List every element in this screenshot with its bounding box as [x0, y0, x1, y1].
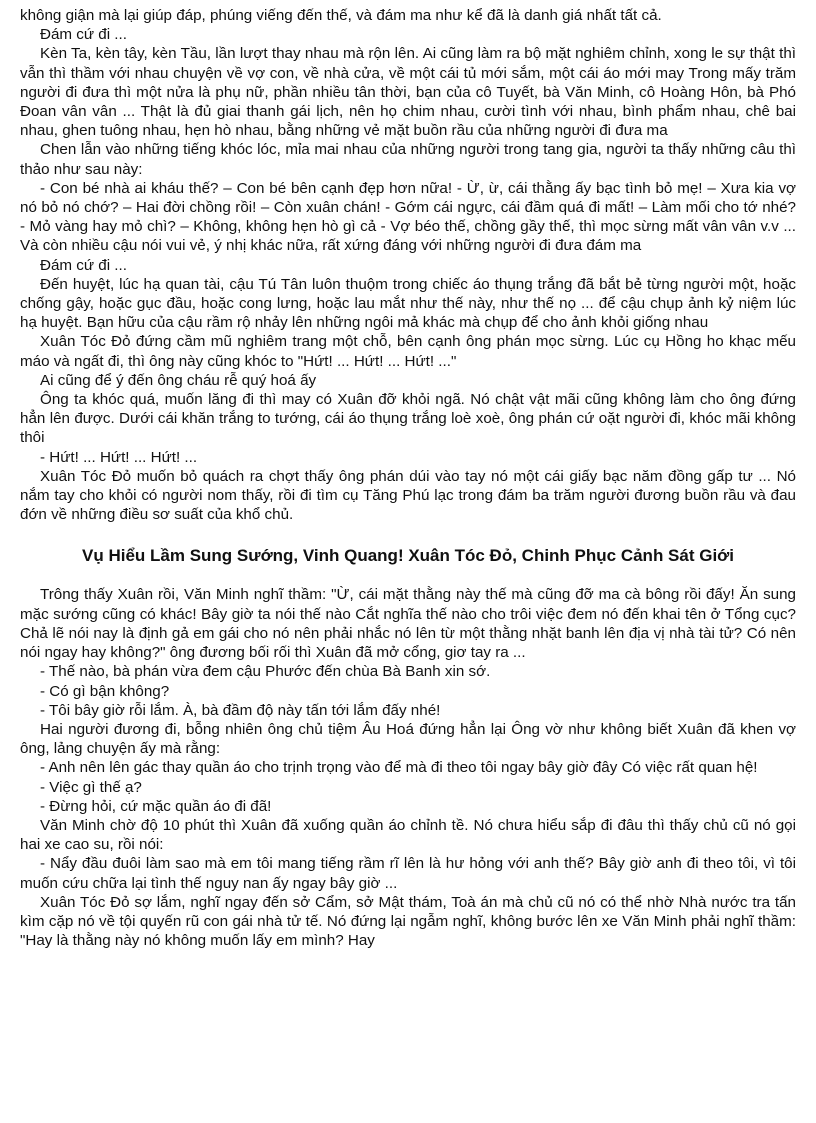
- dialogue-paragraph: - Con bé nhà ai kháu thế? – Con bé bên cạnh đẹp hơn nữa! - Ừ, ừ, cái thằng ấy bạc tình bỏ mẹ! – Xưa kia vợ nó bỏ nó chớ? – Hai đời chồng rồi! – Còn xuân chán! - Gớm cái ngực, cái đầm quá đi mất! – Làm mối cho tớ nhé? - Mỏ vàng hay mỏ chì? – Không, không hẹn hò gì cả - Vợ béo thế, chồng gầy thế, thì mọc sừng mất vân vân v.v ... Và còn nhiều cậu nói vui vẻ, ý nhị khác nữa, rất xứng đáng với những người đi đưa đám ma: [20, 179, 796, 255]
- paragraph: Đám cứ đi ...: [40, 256, 127, 274]
- paragraph: Văn Minh chờ độ 10 phút thì Xuân đã xuống quần áo chỉnh tề. Nó chưa hiểu sắp đi đâu thì thấy chủ cũ nó gọi hai xe cao su, rồi nói:: [20, 816, 796, 854]
- paragraph: Đến huyệt, lúc hạ quan tài, cậu Tú Tân luôn thuộm trong chiếc áo thụng trắng đã bắt bẻ từng người một, hoặc chống gậy, hoặc gục đầu, hoặc cong lưng, hoặc lau mắt như thế này, như thế nọ ... để cậu chụp ảnh kỷ niệm lúc hạ huyệt. Bạn hữu của cậu rầm rộ nhảy lên những ngôi mả khác mà chụp để cho ảnh khỏi giống nhau: [20, 275, 796, 332]
- dialogue-line: - Hứt! ... Hứt! ... Hứt! ...: [40, 448, 198, 466]
- dialogue-line: - Nẩy đầu đuôi làm sao mà em tôi mang tiếng rầm rĩ lên là hư hỏng với anh thế? Bây giờ anh đi theo tôi, vì tôi muốn cứu chữa lại tình thế nguy nan ấy ngay bây giờ ...: [20, 855, 796, 892]
- paragraph: Kèn Ta, kèn tây, kèn Tầu, lần lượt thay nhau mà rộn lên. Ai cũng làm ra bộ mặt nghiêm chỉnh, xong le sự thật thì vẫn thì thầm với nhau chuyện về vợ con, về nhà cửa, về một cái tủ mới sắm, một cái áo mới may Trong mấy trăm người đi đưa thì một nửa là phụ nữ, phần nhiều tân thời, bạn của cô Tuyết, bà Văn Minh, cô Hoàng Hôn, bà Phó Đoan vân vân ... Thật là đủ giai thanh gái lịch, nên họ chim nhau, cười tình với nhau, bình phẩm nhau, chê bai nhau, ghen tuông nhau, hẹn hò nhau, bằng những vẻ mặt buồn rầu của những người đi đưa ma: [20, 45, 796, 140]
- paragraph: Ai cũng để ý đến ông cháu rễ quý hoá ấy: [40, 371, 317, 389]
- dialogue-line: - Thế nào, bà phán vừa đem cậu Phước đến chùa Bà Banh xin sớ.: [40, 663, 491, 681]
- paragraph: Xuân Tóc Đỏ sợ lắm, nghĩ ngay đến sở Cẩm, sở Mật thám, Toà án mà chủ cũ nó có thể nhờ Nhà nước tra tấn kìm cặp nó về tội quyến rũ con gái nhà tử tế. Nó đứng lại ngẫm nghĩ, không bước lên xe Văn Minh phải nghĩ thầm: "Hay là thằng này nó không muốn lấy em mình? Hay: [20, 893, 796, 950]
- paragraph: Trông thấy Xuân rồi, Văn Minh nghĩ thầm: "Ừ, cái mặt thằng này thế mà cũng đỡ ma cà bông rồi đấy! Ăn sung mặc sướng cũng có khác! Bây giờ ta nói thế nào Cắt nghĩa thế nào cho trôi việc đem nó đến khai tên ở Tổng cục? Chả lẽ nói nay là định gả em gái cho nó nên phải nhắc nó lên từ một thằng nhặt banh lên địa vị nhà tài tử? Có nên nói ngay hay không?" ông đương bối rối thì Xuân đã mở cổng, giơ tay ra ...: [20, 586, 796, 662]
- paragraph: Hai người đương đi, bỗng nhiên ông chủ tiệm Âu Hoá đứng hẳn lại Ông vờ như không biết Xuân đã khen vợ ông, lảng chuyện ấy mà rằng:: [20, 720, 796, 758]
- dialogue-line: - Anh nên lên gác thay quần áo cho trịnh trọng vào để mà đi theo tôi ngay bây giờ đây Có việc rất quan hệ!: [40, 759, 758, 777]
- paragraph: Xuân Tóc Đỏ đứng cầm mũ nghiêm trang một chỗ, bên cạnh ông phán mọc sừng. Lúc cụ Hồng ho khạc mếu máo và ngất đi, thì ông này cũng khóc to "Hứt! ... Hứt! ... Hứt! ...": [20, 333, 796, 370]
- dialogue-line: - Đừng hỏi, cứ mặc quần áo đi đã!: [40, 797, 272, 815]
- chapter-heading: Vụ Hiểu Lầm Sung Sướng, Vinh Quang! Xuân Tóc Đỏ, Chinh Phục Cảnh Sát Giới: [82, 546, 734, 566]
- section-funeral: [20, 6, 796, 524]
- paragraph: không giận mà lại giúp đáp, phúng viếng đến thế, và đám ma như kể đã là danh giá nhất tất cả.: [20, 7, 662, 24]
- section-chapter: [20, 585, 796, 950]
- paragraph: Xuân Tóc Đỏ muốn bỏ quách ra chợt thấy ông phán dúi vào tay nó một cái giấy bạc năm đồng gấp tư ... Nó nắm tay cho khỏi có người nom thấy, rồi đi tìm cụ Tăng Phú lạc trong đám ba trăm người đương buồn rầu và đau đớn về những điều sơ suất của khổ chủ.: [20, 467, 796, 524]
- paragraph: Đám cứ đi ...: [40, 26, 127, 44]
- paragraph: Chen lẫn vào những tiếng khóc lóc, mỉa mai nhau của những người trong tang gia, người ta thấy những câu thì thảo như sau này:: [20, 141, 796, 178]
- dialogue-line: - Có gì bận không?: [40, 682, 170, 700]
- dialogue-line: - Tôi bây giờ rỗi lắm. À, bà đầm độ này tấn tới lắm đấy nhé!: [40, 701, 441, 719]
- document-page: [20, 6, 796, 950]
- dialogue-line: - Việc gì thế ạ?: [40, 778, 142, 796]
- paragraph: Ông ta khóc quá, muốn lăng đi thì may có Xuân đỡ khỏi ngã. Nó chật vật mãi cũng không làm cho ông đứng hẳn lên được. Dưới cái khăn trắng to tướng, cái áo thụng trắng loè xoè, ông phán cứ oặt người đi, khóc mãi không thôi: [20, 391, 796, 447]
